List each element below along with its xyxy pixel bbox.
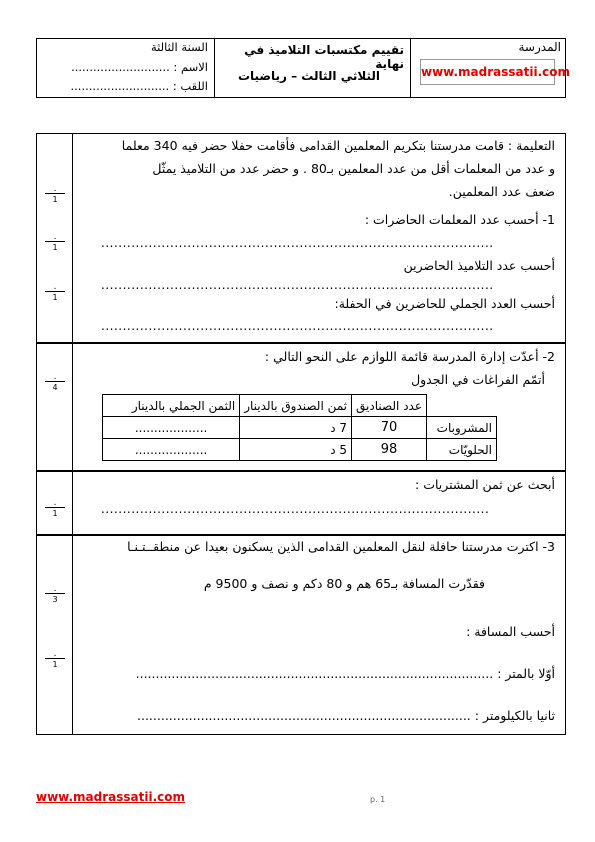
instruction-line-2: و عدد من المعلمات أقل من عدد المعلمين بـ80 . و حضر عدد من التلاميذ يمثّل [152, 161, 555, 176]
col-header-unit-price: ثمن الصندوق بالدينار [240, 395, 352, 417]
total-cell[interactable]: ................... [103, 417, 240, 439]
title-line-2: الثلاثي الثالث – رياضيات [237, 69, 380, 83]
col-header-count: عدد الصناديق [352, 395, 427, 417]
task-1c: أحسب العدد الجملي للحاضرين في الحفلة: [334, 296, 555, 311]
q2-intro: 2- أعدّت إدارة المدرسة قائمة اللوازم على النحو التالي : [264, 349, 555, 364]
total-cell[interactable]: ................... [103, 439, 240, 461]
row-label: الحلويّات [427, 439, 497, 461]
q2-complete: أتمّم الفراغات في الجدول [411, 372, 545, 387]
answer-line[interactable]: .......................................................................................... [101, 502, 490, 516]
answer-line[interactable]: ........................................................................................... [101, 236, 494, 250]
price-cell: 5 د [240, 439, 352, 461]
table-row [103, 417, 497, 439]
answer-line[interactable]: ........................................................................................... [101, 278, 494, 292]
q3-task: أحسب المسافة : [466, 624, 555, 639]
name-field: الاسم : ........................... [71, 60, 208, 74]
header-box [36, 38, 571, 98]
score-mark: . 1 [45, 500, 65, 518]
q2b-task: أبحث عن ثمن المشتريات : [415, 477, 555, 492]
task-1a: 1- أحسب عدد المعلمات الحاضرات : [364, 212, 555, 227]
score-mark: . 1 [45, 186, 65, 204]
score-column [37, 134, 73, 342]
task-1b: أحسب عدد التلاميذ الحاضرين [403, 258, 555, 273]
answer-km[interactable]: ثانيا بالكيلومتر : .................................................................................... [137, 708, 555, 723]
q3-intro: 3- اكترت مدرستنا حافلة لنقل المعلمين القدامى الذين يسكنون بعيدا عن منطقــتـنـا [127, 539, 555, 554]
answer-line[interactable]: ........................................................................................... [101, 319, 494, 333]
school-cell [410, 39, 571, 97]
q3-distance: فقدّرت المسافة بـ65 هم و 80 دكم و نصف و 9500 م [203, 576, 485, 591]
score-column [37, 344, 73, 470]
page-number: p. 1 [370, 795, 386, 804]
surname-field: اللقب : ........................... [70, 79, 208, 93]
score-mark: . 4 [45, 374, 65, 392]
title-cell [214, 39, 410, 97]
score-column [37, 472, 73, 534]
instruction-line-3: ضعف عدد المعلمين. [448, 184, 555, 199]
count-cell: 98 [352, 439, 427, 461]
score-mark: . 1 [45, 234, 65, 252]
score-mark: . 1 [45, 651, 65, 669]
question-3-section [36, 535, 566, 735]
school-label: المدرسة [518, 40, 561, 54]
score-column [37, 536, 73, 734]
table-row [103, 439, 497, 461]
row-label: المشروبات [427, 417, 497, 439]
footer-website-link[interactable]: www.madrassatii.com [36, 790, 186, 804]
col-header-total: الثمن الجملي بالدينار [103, 395, 240, 417]
question-2-section [36, 343, 566, 471]
price-cell: 7 د [240, 417, 352, 439]
supplies-table [102, 394, 497, 461]
title-line-1: تقييم مكتسبات التلاميذ في نهاية [244, 43, 404, 71]
score-mark: . 3 [45, 586, 65, 604]
student-cell [37, 39, 214, 97]
answer-meters[interactable]: أوّلا بالمتر : .......................................................................................... [135, 666, 555, 681]
count-cell: 70 [352, 417, 427, 439]
instruction-line-1: التعليمة : قامت مدرستنا بتكريم المعلمين القدامى فأقامت حفلا حضر فيه 340 معلما [121, 138, 555, 153]
website-box[interactable]: www.madrassatii.com [420, 59, 555, 85]
question-2b-section [36, 471, 566, 535]
grade-label: السنة الثالثة [150, 40, 208, 54]
question-1-section [36, 133, 566, 343]
score-mark: . 1 [45, 284, 65, 302]
